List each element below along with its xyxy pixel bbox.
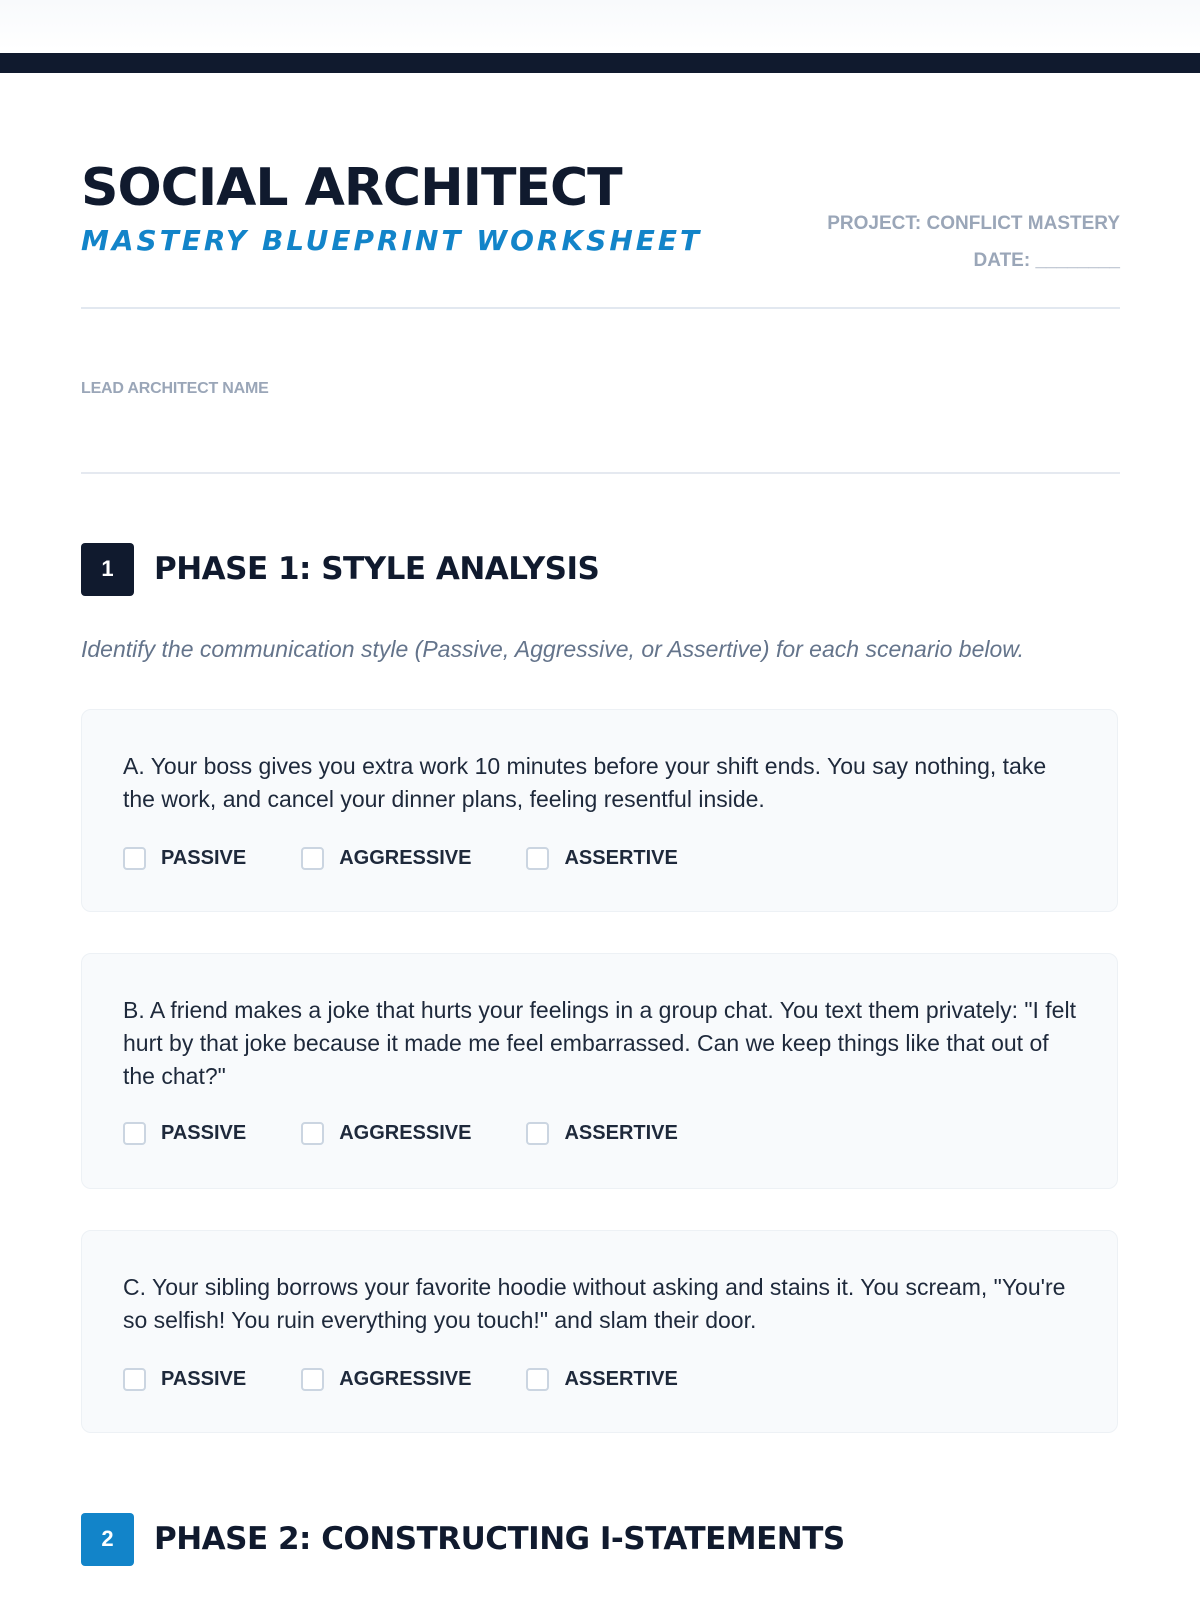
header-meta	[827, 205, 1120, 279]
scenario-text-a: A. Your boss gives you extra work 10 minutes before your shift ends. You say nothing, take the work, and cancel your dinner plans, feeling resentful inside.	[123, 753, 1047, 812]
scenario-card-b	[81, 953, 1118, 1189]
top-accent-bar	[0, 53, 1200, 73]
checkbox-assertive-b[interactable]	[526, 1122, 549, 1145]
checkbox-assertive-c[interactable]	[526, 1368, 549, 1391]
lead-architect-name-label: LEAD ARCHITECT NAME	[81, 380, 269, 397]
checkbox-passive-a[interactable]	[123, 847, 146, 870]
checkbox-aggressive-c[interactable]	[301, 1368, 324, 1391]
page-title: SOCIAL ARCHITECT	[81, 158, 622, 218]
scenario-text-c: C. Your sibling borrows your favorite hoodie without asking and stains it. You scream, "You're so selfish! You ruin everything you touch!" and slam their door.	[123, 1274, 1066, 1333]
option-passive-a[interactable]	[123, 847, 246, 870]
checkbox-passive-c[interactable]	[123, 1368, 146, 1391]
option-aggressive-b[interactable]	[301, 1122, 471, 1145]
option-label: PASSIVE	[161, 1122, 247, 1144]
option-label: ASSERTIVE	[564, 1368, 678, 1390]
checkbox-passive-b[interactable]	[123, 1122, 146, 1145]
option-label: AGGRESSIVE	[339, 1368, 472, 1390]
option-label: AGGRESSIVE	[339, 1122, 472, 1144]
option-passive-b[interactable]	[123, 1122, 246, 1145]
option-label: PASSIVE	[161, 847, 247, 869]
scenario-card-a	[81, 709, 1118, 912]
phase-1-number-badge: 1	[81, 543, 134, 596]
option-assertive-b[interactable]	[526, 1122, 677, 1145]
lead-architect-name-line[interactable]	[81, 472, 1120, 474]
checkbox-assertive-a[interactable]	[526, 847, 549, 870]
option-aggressive-c[interactable]	[301, 1368, 471, 1391]
phase-1-title: PHASE 1: STYLE ANALYSIS	[154, 551, 600, 587]
option-label: PASSIVE	[161, 1368, 247, 1390]
phase-2-title: PHASE 2: CONSTRUCTING I-STATEMENTS	[154, 1521, 845, 1557]
phase-2-number-badge: 2	[81, 1513, 134, 1566]
style-options-a	[123, 847, 678, 870]
option-label: ASSERTIVE	[564, 847, 678, 869]
option-assertive-c[interactable]	[526, 1368, 677, 1391]
scenario-card-c	[81, 1230, 1118, 1433]
option-aggressive-a[interactable]	[301, 847, 471, 870]
option-assertive-a[interactable]	[526, 847, 677, 870]
phase-2-header	[81, 1513, 845, 1565]
style-options-b	[123, 1122, 678, 1145]
option-label: AGGRESSIVE	[339, 847, 472, 869]
phase-1-instructions: Identify the communication style (Passive, Aggressive, or Assertive) for each scenario below.	[81, 636, 1024, 662]
option-passive-c[interactable]	[123, 1368, 246, 1391]
date-field[interactable]: DATE: ________	[973, 250, 1120, 271]
project-label: PROJECT: CONFLICT MASTERY	[827, 213, 1120, 234]
phase-1-header	[81, 543, 599, 595]
checkbox-aggressive-a[interactable]	[301, 847, 324, 870]
scenario-text-b: B. A friend makes a joke that hurts your feelings in a group chat. You text them privately: "I felt hurt by that joke because it made me feel embarrassed. Can we keep things like that out of the chat?"	[123, 997, 1076, 1089]
checkbox-aggressive-b[interactable]	[301, 1122, 324, 1145]
style-options-c	[123, 1368, 678, 1391]
option-label: ASSERTIVE	[564, 1122, 678, 1144]
header-divider	[81, 307, 1120, 309]
page-subtitle: MASTERY BLUEPRINT WORKSHEET	[81, 224, 703, 257]
